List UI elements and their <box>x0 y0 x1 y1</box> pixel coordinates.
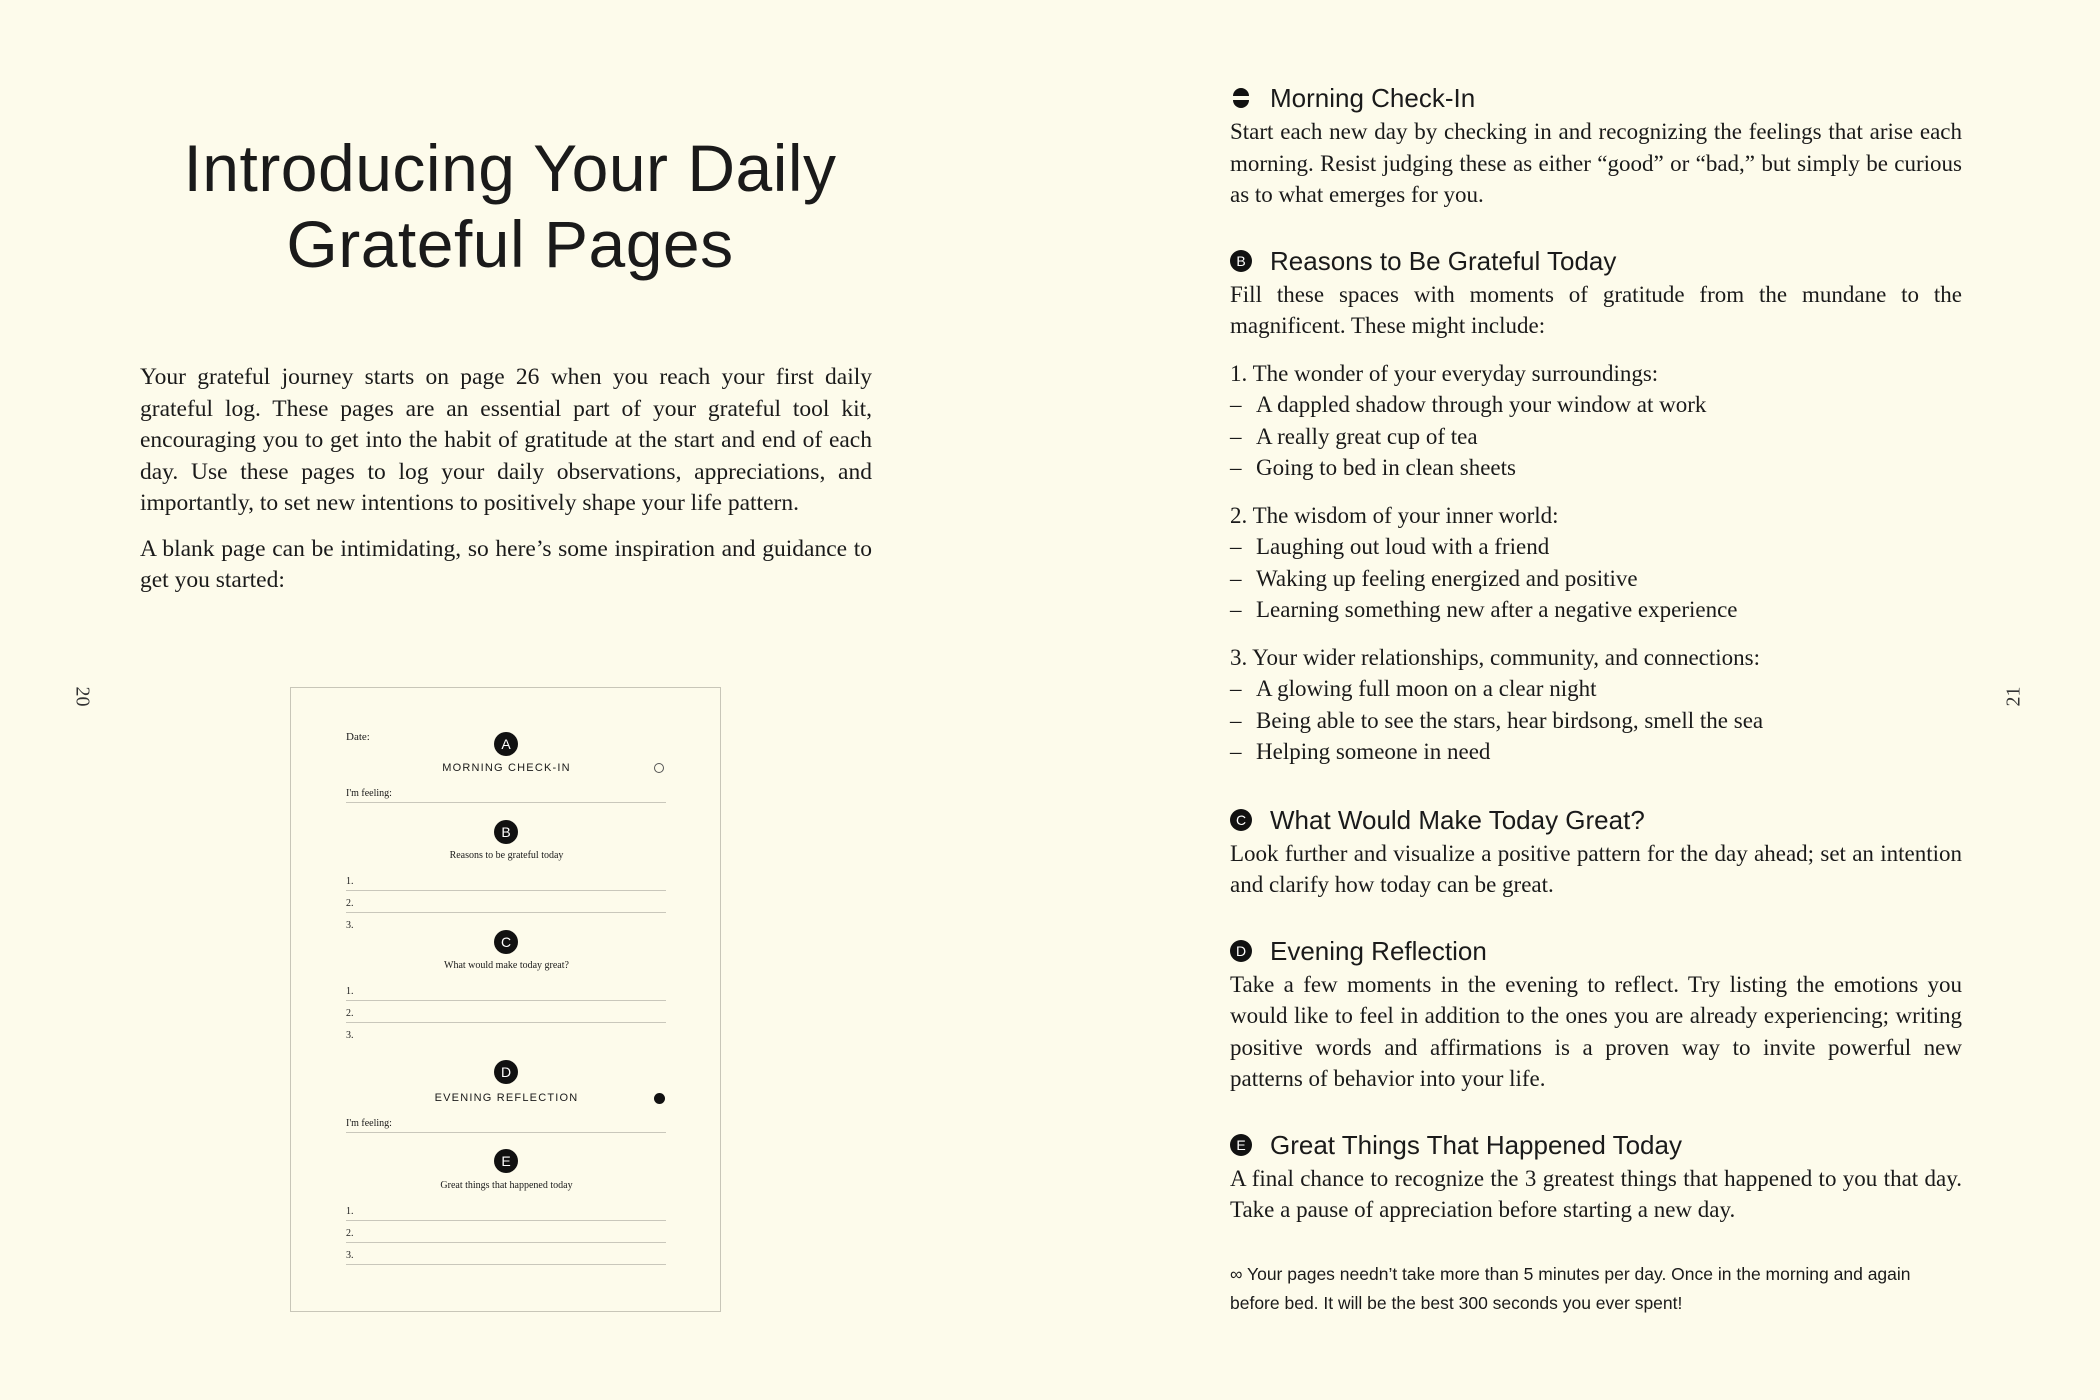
list-item-text: A dappled shadow through your window at work <box>1256 392 1707 417</box>
sample-num: 2. <box>346 1228 354 1239</box>
intro-paragraph-2: A blank page can be intimidating, so here’s some inspiration and guidance to get you started: <box>140 535 872 593</box>
dash: – <box>1230 565 1242 591</box>
empty-circle-icon <box>654 763 664 773</box>
sample-date-label: Date: <box>346 731 370 743</box>
list-item-text: A glowing full moon on a clear night <box>1256 676 1597 701</box>
list-item-text: Waking up feeling energized and positive <box>1256 565 1638 591</box>
dash: – <box>1230 455 1242 480</box>
sample-num: 1. <box>346 1206 354 1217</box>
list-item <box>1230 563 1962 595</box>
reasons-list-1 <box>1230 358 1962 484</box>
list-item-text: A really great cup of tea <box>1256 423 1478 449</box>
intro-text <box>140 362 872 611</box>
page-title <box>140 130 880 282</box>
reasons-heading: Reasons to Be Grateful Today <box>1270 245 1617 276</box>
section-heading <box>1230 80 1962 116</box>
sample-great-heading: What would make today great? <box>444 960 569 971</box>
list-item <box>1230 705 1962 737</box>
guide-column <box>1230 80 1962 1318</box>
dash: – <box>1230 676 1242 701</box>
list-item <box>1230 452 1962 484</box>
section-evening <box>1230 933 1962 1095</box>
sample-rule <box>346 1022 666 1023</box>
sunrise-icon <box>1230 87 1252 109</box>
sample-badge-d: D <box>494 1060 518 1084</box>
sample-rule <box>346 1264 666 1265</box>
list-item-text: Laughing out loud with a friend <box>1256 534 1550 559</box>
section-heading <box>1230 933 1962 969</box>
badge-b: B <box>1230 250 1252 272</box>
section-morning <box>1230 80 1962 211</box>
list-item <box>1230 421 1962 453</box>
title-line-1: Introducing Your Daily <box>183 131 837 205</box>
dash: – <box>1230 597 1242 622</box>
section-reasons <box>1230 243 1962 768</box>
sample-rule <box>346 802 666 803</box>
sample-rule <box>346 1242 666 1243</box>
sample-num: 1. <box>346 876 354 887</box>
sample-badge-b: B <box>494 820 518 844</box>
list-item <box>1230 673 1962 705</box>
dash: – <box>1230 534 1242 559</box>
list-item-text: Learning something new after a negative experience <box>1256 597 1738 622</box>
dash: – <box>1230 707 1242 733</box>
sample-badge-c: C <box>494 930 518 954</box>
footnote: ∞ Your pages needn’t take more than 5 minutes per day. Once in the morning and again before bed. It will be the best 300 seconds you ever spent! <box>1230 1263 1911 1313</box>
sample-num: 3. <box>346 920 354 931</box>
dash: – <box>1230 392 1242 417</box>
list-item-text: Being able to see the stars, hear birdsong, smell the sea <box>1256 707 1764 733</box>
sample-badge-a: A <box>494 732 518 756</box>
section-heading <box>1230 243 1962 279</box>
sample-rule <box>346 912 666 913</box>
list-title: 2. The wisdom of your inner world: <box>1230 502 1559 528</box>
reasons-list-3 <box>1230 642 1962 768</box>
list-title: 3. Your wider relationships, community, and connections: <box>1230 644 1760 670</box>
section-great <box>1230 802 1962 901</box>
page-number-left: 20 <box>71 686 94 707</box>
sample-morning-heading: MORNING CHECK-IN <box>442 762 571 774</box>
sample-evening-heading: EVENING REFLECTION <box>434 1092 579 1104</box>
section-happened <box>1230 1127 1962 1226</box>
evening-heading: Evening Reflection <box>1270 935 1487 966</box>
section-heading <box>1230 802 1962 838</box>
filled-circle-icon <box>654 1093 665 1104</box>
sample-num: 2. <box>346 1008 354 1019</box>
sample-num: 1. <box>346 986 354 997</box>
badge-d: D <box>1230 940 1252 962</box>
sample-rule <box>346 1000 666 1001</box>
title-line-2: Grateful Pages <box>286 207 734 281</box>
sample-feeling-label: I'm feeling: <box>346 788 392 799</box>
reasons-list-2 <box>1230 500 1962 626</box>
sample-reasons-heading: Reasons to be grateful today <box>449 850 564 861</box>
morning-heading: Morning Check-In <box>1270 83 1476 113</box>
list-item <box>1230 736 1962 768</box>
sample-num: 2. <box>346 898 354 909</box>
sample-rule <box>346 1220 666 1221</box>
sample-happened-heading: Great things that happened today <box>440 1180 573 1191</box>
page-number-right: 21 <box>2002 686 2025 707</box>
sample-num: 3. <box>346 1030 354 1041</box>
list-item <box>1230 531 1962 563</box>
sample-feeling-label: I'm feeling: <box>346 1118 392 1129</box>
sample-rule <box>346 1132 666 1133</box>
intro-paragraph-1: Your grateful journey starts on page 26 when you reach your first daily grateful log. These pages are an essential part of your grateful tool kit, encouraging you to get into the habit of gratitude at the start and end of each day. Use these pages to log your daily observations, appreciations, and importantly, to set new intentions to positively shape your life pattern. <box>140 364 872 516</box>
section-heading <box>1230 1127 1962 1163</box>
dash: – <box>1230 739 1242 764</box>
list-item-text: Helping someone in need <box>1256 739 1491 764</box>
badge-e: E <box>1230 1134 1252 1156</box>
list-item <box>1230 594 1962 626</box>
dash: – <box>1230 423 1242 449</box>
sample-journal-page <box>290 687 721 1312</box>
great-heading: What Would Make Today Great? <box>1270 804 1645 835</box>
list-item-text: Going to bed in clean sheets <box>1256 455 1516 480</box>
list-title: 1. The wonder of your everyday surroundings: <box>1230 360 1659 386</box>
great-body: Look further and visualize a positive pattern for the day ahead; set an intention and clarify how today can be great. <box>1230 840 1962 897</box>
reasons-body: Fill these spaces with moments of gratitude from the mundane to the magnificent. These might include: <box>1230 281 1962 338</box>
happened-heading: Great Things That Happened Today <box>1270 1129 1682 1160</box>
sample-num: 3. <box>346 1250 354 1261</box>
sample-badge-e: E <box>494 1149 518 1173</box>
sample-rule <box>346 890 666 891</box>
happened-body: A final chance to recognize the 3 greatest things that happened to you that day. Take a pause of appreciation before starting a new day. <box>1230 1165 1962 1222</box>
evening-body: Take a few moments in the evening to reflect. Try listing the emotions you would like to feel in addition to the ones you are already experiencing; writing positive words and affirmations is a proven way to invite powerful new patterns of behavior into your life. <box>1230 971 1962 1091</box>
badge-c: C <box>1230 809 1252 831</box>
morning-body: Start each new day by checking in and recognizing the feelings that arise each morning. Resist judging these as either “good” or “bad,” but simply be curious as to what emerges for you. <box>1230 119 1962 207</box>
list-item <box>1230 389 1962 421</box>
